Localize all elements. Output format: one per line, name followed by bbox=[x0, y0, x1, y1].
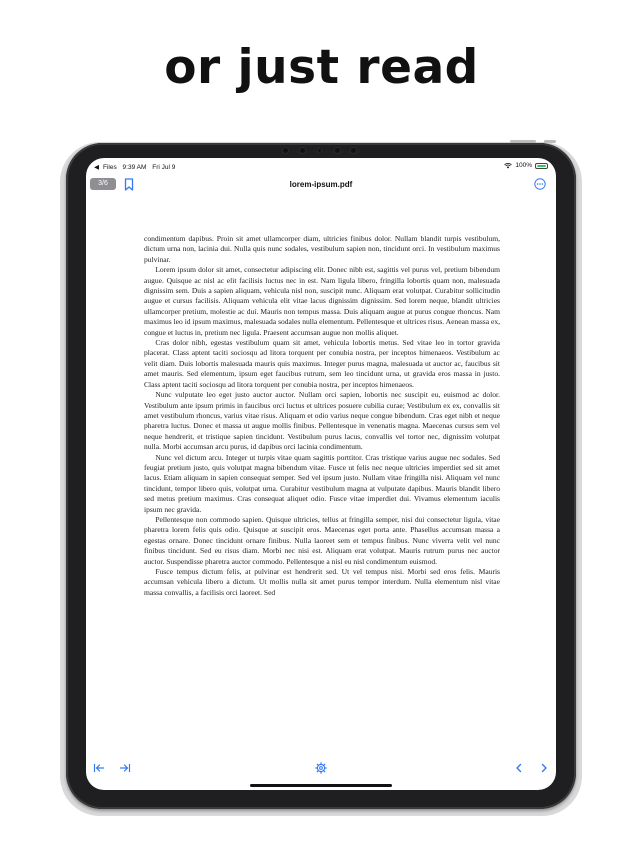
chevron-right-icon[interactable] bbox=[538, 762, 550, 774]
document-title: lorem-ipsum.pdf bbox=[289, 180, 353, 189]
back-to-app-label[interactable]: Files bbox=[103, 164, 117, 171]
status-left[interactable] bbox=[94, 163, 179, 171]
pdf-paragraph: Pellentesque non commodo sapien. Quisque ultricies, tellus at fringilla semper, nisi dui consectetur ligula, vitae pharetra lorem felis quis odio. Quisque at suscipit eros. Maecenas eget porta ante. Phasellus accumsan massa a egestas ornare. Donec tincidunt ornare finibus. Nulla laoreet sem et tempus finibus. Nunc viverra velit vel nunc finibus tincidunt. Sed eu risus diam. Morbi nec nisi est. Aliquam erat volutpat. Mauris rutrum purus nec auctor auctor. Suspendisse pharetra auctor commodo. Pellentesque a nisl eu nisl condimentum euismod. bbox=[144, 514, 500, 566]
sensor-dot bbox=[300, 148, 305, 153]
sensor-dot bbox=[351, 148, 356, 153]
pdf-page-content[interactable] bbox=[144, 234, 500, 704]
device-screen bbox=[86, 158, 556, 790]
sensor-dot bbox=[335, 148, 340, 153]
pdf-paragraph: Fusce tempus dictum felis, at pulvinar est hendrerit sed. Ut vel tempus nisi. Morbi sed eros felis. Mauris accumsan vehicula libero a dictum. Ut mollis nulla sit amet purus tempor interdum. Nulla elementum nisl vitae massa convallis, a facilisis orci laoreet. Sed bbox=[144, 567, 500, 597]
pdf-paragraph: Nunc vulputate leo eget justo auctor auctor. Nullam orci sapien, lobortis nec suscipit eu, euismod ac dolor. Vestibulum ante ipsum primis in faucibus orci luctus et ultrices posuere cubilia curae; Vestibulum ex ex, convallis sit amet vestibulum rhoncus, varius vitae risus. Aliquam et odio varius neque congue bibendum. Cras eget nibh et neque pharetra luctus. Donec et massa ut augue mollis finibus. Pellentesque in venenatis magna. Maecenas cursus sem vel neque hendrerit, et tristique sapien tincidunt. Vestibulum purus lacus, convallis vel tortor nec, dignissim volutpat nulla. Morbi accumsan arcu purus, id dapibus orci lacinia condimentum. bbox=[144, 390, 500, 452]
camera-bar bbox=[281, 146, 361, 154]
settings-gear-icon[interactable] bbox=[315, 762, 327, 774]
battery-icon bbox=[535, 163, 548, 169]
status-time: 9:39 AM bbox=[122, 164, 147, 171]
pdf-paragraph: condimentum dapibus. Proin sit amet ullamcorper diam, ultricies finibus dolor. Nullam blandit turpis vestibulum, dictum urna non, lacinia dui. Nulla quis nunc sodales, vestibulum sapien non, tincidunt orci. In vestibulum maximus pulvinar. bbox=[144, 234, 500, 264]
battery-percent: 100% bbox=[515, 162, 532, 169]
navigation-bar bbox=[86, 176, 556, 196]
back-chevron-icon[interactable]: ◀ bbox=[94, 164, 99, 171]
sensor-dot bbox=[283, 148, 288, 153]
home-indicator[interactable] bbox=[250, 784, 392, 787]
more-options-icon[interactable] bbox=[534, 178, 546, 190]
front-camera bbox=[318, 149, 321, 152]
first-page-icon[interactable] bbox=[93, 762, 105, 774]
marketing-headline: or just read bbox=[164, 40, 479, 95]
pdf-paragraph: Nunc vel dictum arcu. Integer ut turpis vitae quam sagittis porttitor. Cras tristique varius augue nec sodales. Sed feugiat pretium justo, quis volutpat magna bibendum vitae. Fusce ut felis nec neque ultricies imperdiet sed sit amet lacus. Etiam aliquam in sapien consequat semper. Sed vel ipsum justo. Nullam vitae fringilla nisi. Aliquam vel nunc tincidunt, tempor libero quis, volutpat urna. Curabitur vestibulum magna at vulputate dapibus. Mauris blandit libero sed metus pretium maximus. Cras consequat aliquet odio. Fusce vitae imperdiet dui. Vivamus elementum iaculis ipsum nec gravida. bbox=[144, 452, 500, 514]
wifi-icon bbox=[504, 163, 512, 169]
last-page-icon[interactable] bbox=[119, 762, 131, 774]
chevron-left-icon[interactable] bbox=[513, 762, 525, 774]
status-right bbox=[504, 162, 548, 169]
status-bar bbox=[86, 158, 556, 172]
pdf-paragraph: Lorem ipsum dolor sit amet, consectetur adipiscing elit. Donec nibh est, sagittis vel purus vel, pretium bibendum augue. Quisque ac nisl ac elit facilisis luctus nec in est. Nam ligula libero, fringilla lobortis quam non, malesuada dignissim sem. Duis a sapien aliquam, vehicula nisl non, suscipit nunc. Aliquam erat volutpat. Curabitur sollicitudin augue et cursus facilisis. Aliquam vehicula elit vitae lacus dignissim dignissim. Sed lorem neque, blandit ultricies ullamcorper pretium, molestie ac dui. Mauris non tempus massa. Duis aliquam augue at purus congue rhoncus. Nam maximus leo id ipsum maximus, malesuada sodales nulla elementum. Pellentesque et ultrices risus. Aenean massa ex, congue et luctus in, pretium nec ligula. Praesent accumsan augue non mollis aliquet. bbox=[144, 265, 500, 337]
bottom-toolbar bbox=[86, 760, 556, 776]
page-indicator-badge[interactable]: 3/6 bbox=[90, 178, 116, 190]
status-date: Fri Jul 9 bbox=[152, 164, 176, 171]
pdf-paragraph: Cras dolor nibh, egestas vestibulum quam sit amet, vehicula lobortis metus. Sed vitae leo in tortor gravida placerat. Class aptent taciti sociosqu ad litora torquent per conubia nostra, per inceptos himenaeos. Vestibulum ac velit diam. Duis lobortis malesuada mauris quis maximus. Integer purus magna, malesuada ut auctor ac, faucibus sit amet mauris. Sed elementum, ipsum eget faucibus rutrum, sem leo tincidunt urna, ut gravida eros massa in justo. Class aptent taciti sociosqu ad litora torquent per conubia nostra, per inceptos himenaeos. bbox=[144, 338, 500, 389]
